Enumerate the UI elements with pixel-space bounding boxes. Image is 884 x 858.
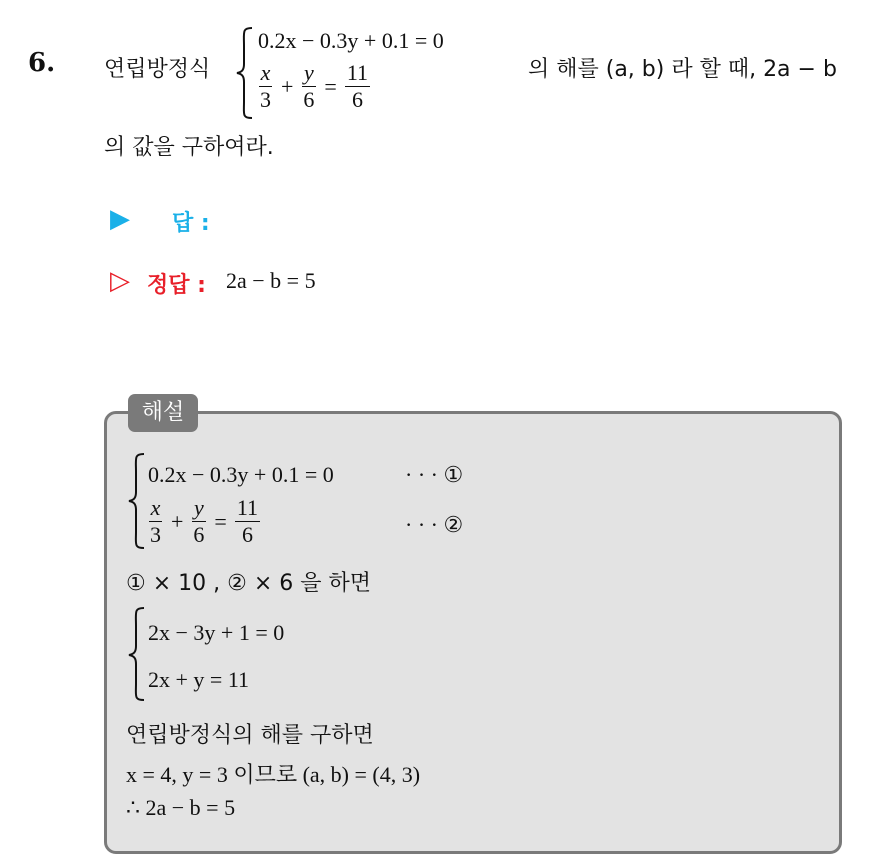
solution-conclusion: ∴ 2a − b = 5: [126, 795, 236, 820]
correct-answer-icon: ▷: [110, 266, 130, 296]
plus-op: +: [281, 73, 294, 99]
question-prompt-end: 의 해를 (a, b) 라 할 때, 2a − b: [528, 57, 837, 82]
plus-op: +: [171, 508, 184, 534]
question-prompt-line2: 의 값을 구하여라.: [104, 135, 274, 160]
frac-den: 6: [351, 87, 363, 112]
solution-brace-1: [126, 452, 148, 550]
frac-num: 11: [346, 60, 369, 85]
solution-step2: 연립방정식의 해를 구하면: [126, 723, 374, 748]
frac-den: 6: [193, 522, 205, 547]
solution-brace-2: [126, 606, 148, 702]
correct-answer-value: 2a − b = 5: [226, 268, 316, 293]
solution-step1: ① × 10 , ② × 6 을 하면: [126, 571, 371, 596]
frac-den: 6: [303, 87, 315, 112]
system-brace: [234, 26, 256, 120]
frac-num: y: [304, 60, 314, 85]
solution-eq2: [148, 497, 260, 546]
solution-sys2-eq1: 2x − 3y + 1 = 0: [148, 620, 285, 645]
solution-tag2: · · · ②: [405, 512, 464, 537]
equals-op: =: [324, 73, 337, 99]
frac-den: 3: [260, 87, 271, 112]
solution-tab: 해설: [128, 394, 198, 432]
frac-num: x: [150, 495, 161, 520]
solution-step3: x = 4, y = 3 이므로 (a, b) = (4, 3): [126, 762, 421, 787]
frac-den: 3: [150, 522, 161, 547]
question-prompt-start: 연립방정식: [104, 57, 211, 82]
question-eq1: 0.2x − 0.3y + 0.1 = 0: [258, 28, 444, 53]
question-number: 6.: [28, 48, 56, 78]
solution-tag1: · · · ①: [405, 462, 464, 487]
correct-answer-label: 정답 :: [147, 273, 206, 298]
question-eq2: [258, 62, 370, 111]
answer-play-icon: ▶: [110, 204, 130, 234]
equals-op: =: [214, 508, 227, 534]
frac-den: 6: [241, 522, 253, 547]
answer-label: 답 :: [172, 211, 210, 236]
frac-num: 11: [236, 495, 259, 520]
frac-num: x: [260, 60, 271, 85]
solution-eq1: 0.2x − 0.3y + 0.1 = 0: [148, 462, 334, 487]
frac-num: y: [194, 495, 204, 520]
solution-sys2-eq2: 2x + y = 11: [148, 667, 249, 692]
